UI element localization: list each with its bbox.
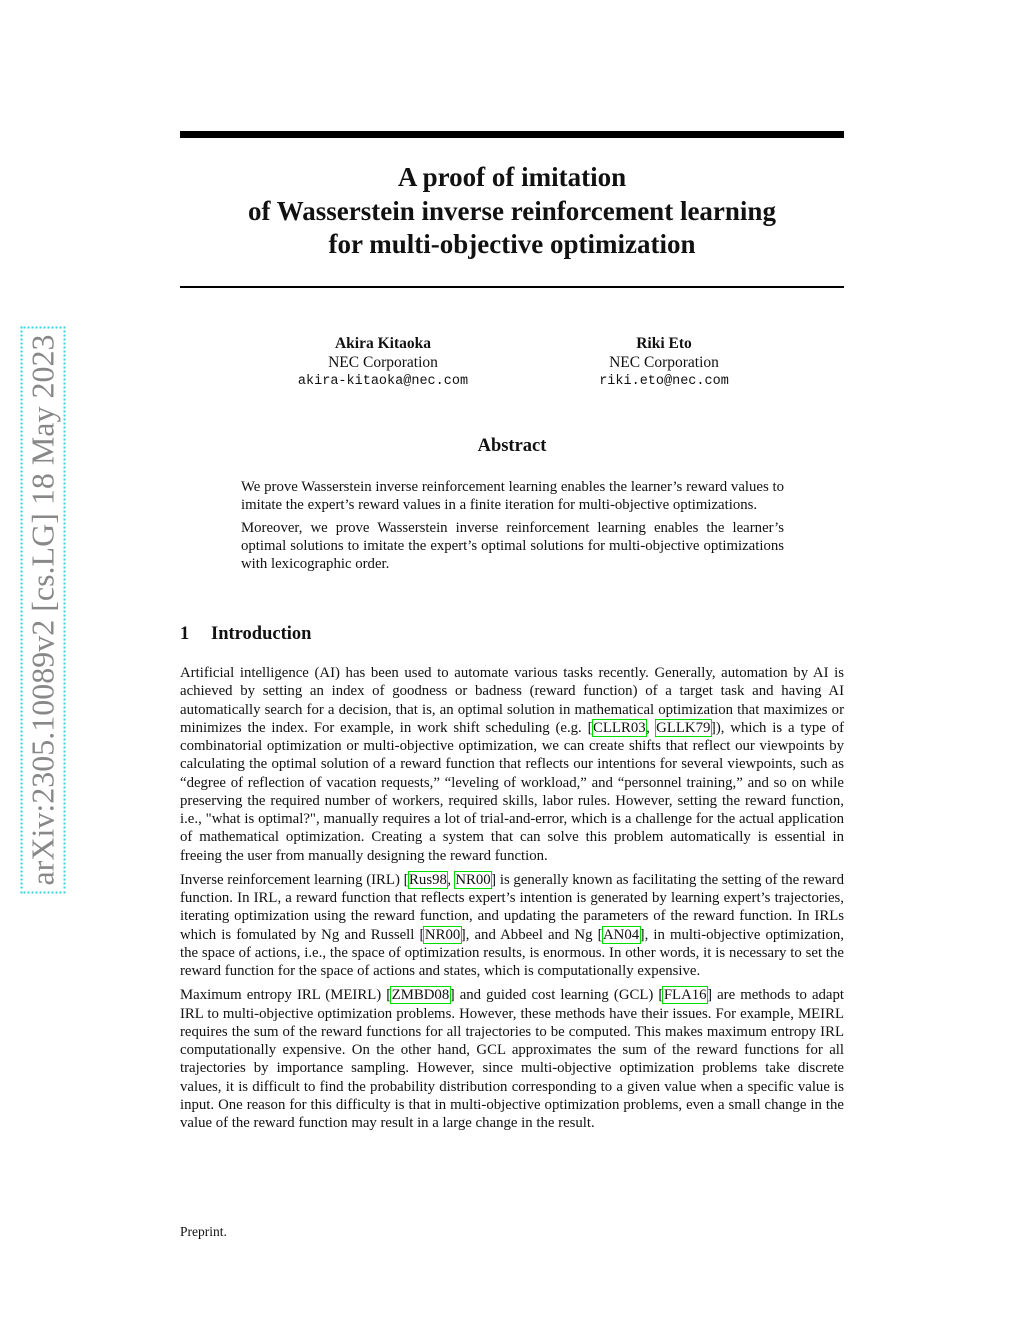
paragraph-text: , [646,719,656,736]
paragraph-text: ] is generally known as facilitating the setting of the reward function. In IRL, a reward function that reflects expert’s intention is generated by learning expert’s trajectories, iterating optimization using the reward function, and updating the parameters of the reward function. In IRLs which is fomulated by Ng and Russell [ [180,871,845,943]
paragraph-text: ], and Abbeel and Ng [ [460,926,603,943]
section-heading-introduction [180,624,311,645]
section-number: 1 [180,624,190,644]
paragraph-text: ] are methods to adapt IRL to multi-objective optimization problems. However, these methods have their issues. For example, MEIRL requires the sum of the reward functions for all trajectories to be computed. This makes maximum entropy IRL computationally expensive. On the other hand, GCL approximates the sum of the reward functions for all trajectories by importance sampling. However, since multi-objective optimization problems take discrete values, it is difficult to find the probability distribution corresponding to a given value when a specific value is input. One reason for this difficulty is that in multi-objective optimization problems, even a small change in the value of the reward function may result in a large change in the result. [180,987,844,1131]
citation-link[interactable]: NR00 [455,871,491,888]
title-top-rule [180,131,844,138]
citation-link[interactable]: NR00 [424,926,461,943]
paragraph-text: Maximum entropy IRL (MEIRL) [ [180,987,392,1004]
author-block-2 [524,334,804,391]
paragraph-text: ]), which is a type of combinatorial optimization or multi-objective optimization, we can create shifts that reflect our viewpoints by calculating the optimal solution of a reward function that reflects our intentions for several viewpoints, such as “degree of reflection of vacation requests,” “leveling of workload,” and “personnel training,” and so on while preserving the required number of workers, required skills, labor rules. However, setting the reward function, i.e., "what is optimal?", manually requires a lot of trial-and-error, which is a challenge for the actual application of mathematical optimization. Creating a system that can solve this problem automatically is essential in freeing the user from manually designing the reward function. [180,719,844,864]
body-paragraph-1 [180,664,844,865]
title-line-2: of Wasserstein inverse reinforcement learning [248,195,776,226]
author-email[interactable]: akira-kitaoka@nec.com [297,374,469,389]
citation-link[interactable]: FLA16 [663,987,707,1004]
paragraph-text: ] and guided cost learning (GCL) [ [449,987,664,1004]
body-paragraph-3 [180,986,844,1132]
abstract-heading: Abstract [477,436,547,456]
footer-preprint: Preprint. [180,1224,227,1239]
arxiv-stamp[interactable]: arXiv:2305.10089v2 [cs.LG] 18 May 2023 [21,326,66,893]
body-text [180,664,844,1138]
author-name: Akira Kitaoka [334,335,432,352]
paragraph-text: , [447,871,455,888]
title-bottom-rule [180,286,844,288]
abstract-paragraph-2: Moreover, we prove Wasserstein inverse reinforcement learning enables the learner’s optimal solutions to imitate the expert’s optimal solutions for multi-objective optimizations with lexicographic order. [241,519,784,573]
abstract-paragraph-1: We prove Wasserstein inverse reinforcement learning enables the learner’s reward values to imitate the expert’s reward values in a finite iteration for multi-objective optimizations. [241,479,784,514]
paragraph-text: Inverse reinforcement learning (IRL) [ [180,871,409,888]
paper-title [180,161,844,262]
title-line-1: A proof of imitation [397,162,627,192]
author-email[interactable]: riki.eto@nec.com [599,374,729,389]
author-affiliation: NEC Corporation [609,354,719,371]
author-block-1 [243,334,523,391]
citation-link[interactable]: Rus98 [409,871,447,888]
body-paragraph-2 [180,871,844,981]
paragraph-text: Artificial intelligence (AI) has been used to automate various tasks recently. Generally, automation by AI is achieved by setting an index of goodness or badness (reward function) of a target task and having AI automatically search for a decision, that is, an optimal solution in mathematical optimization that maximizes or minimizes the index. For example, in work shift scheduling (e.g. [ [180,665,844,736]
citation-link[interactable]: CLLR03 [593,719,646,736]
title-line-3: for multi-objective optimization [328,229,696,259]
paragraph-text: ], in multi-objective optimization, the space of actions, i.e., the space of optimization results, is enormous. In other words, it is necessary to set the reward function for the space of actions and states, which is computationally expensive. [180,926,844,979]
author-affiliation: NEC Corporation [328,354,438,371]
author-name: Riki Eto [636,335,692,352]
citation-link[interactable]: ZMBD08 [391,987,450,1004]
citation-link[interactable]: AN04 [603,926,640,943]
section-title: Introduction [211,624,312,644]
citation-link[interactable]: GLLK79 [656,719,711,736]
abstract [241,478,784,577]
